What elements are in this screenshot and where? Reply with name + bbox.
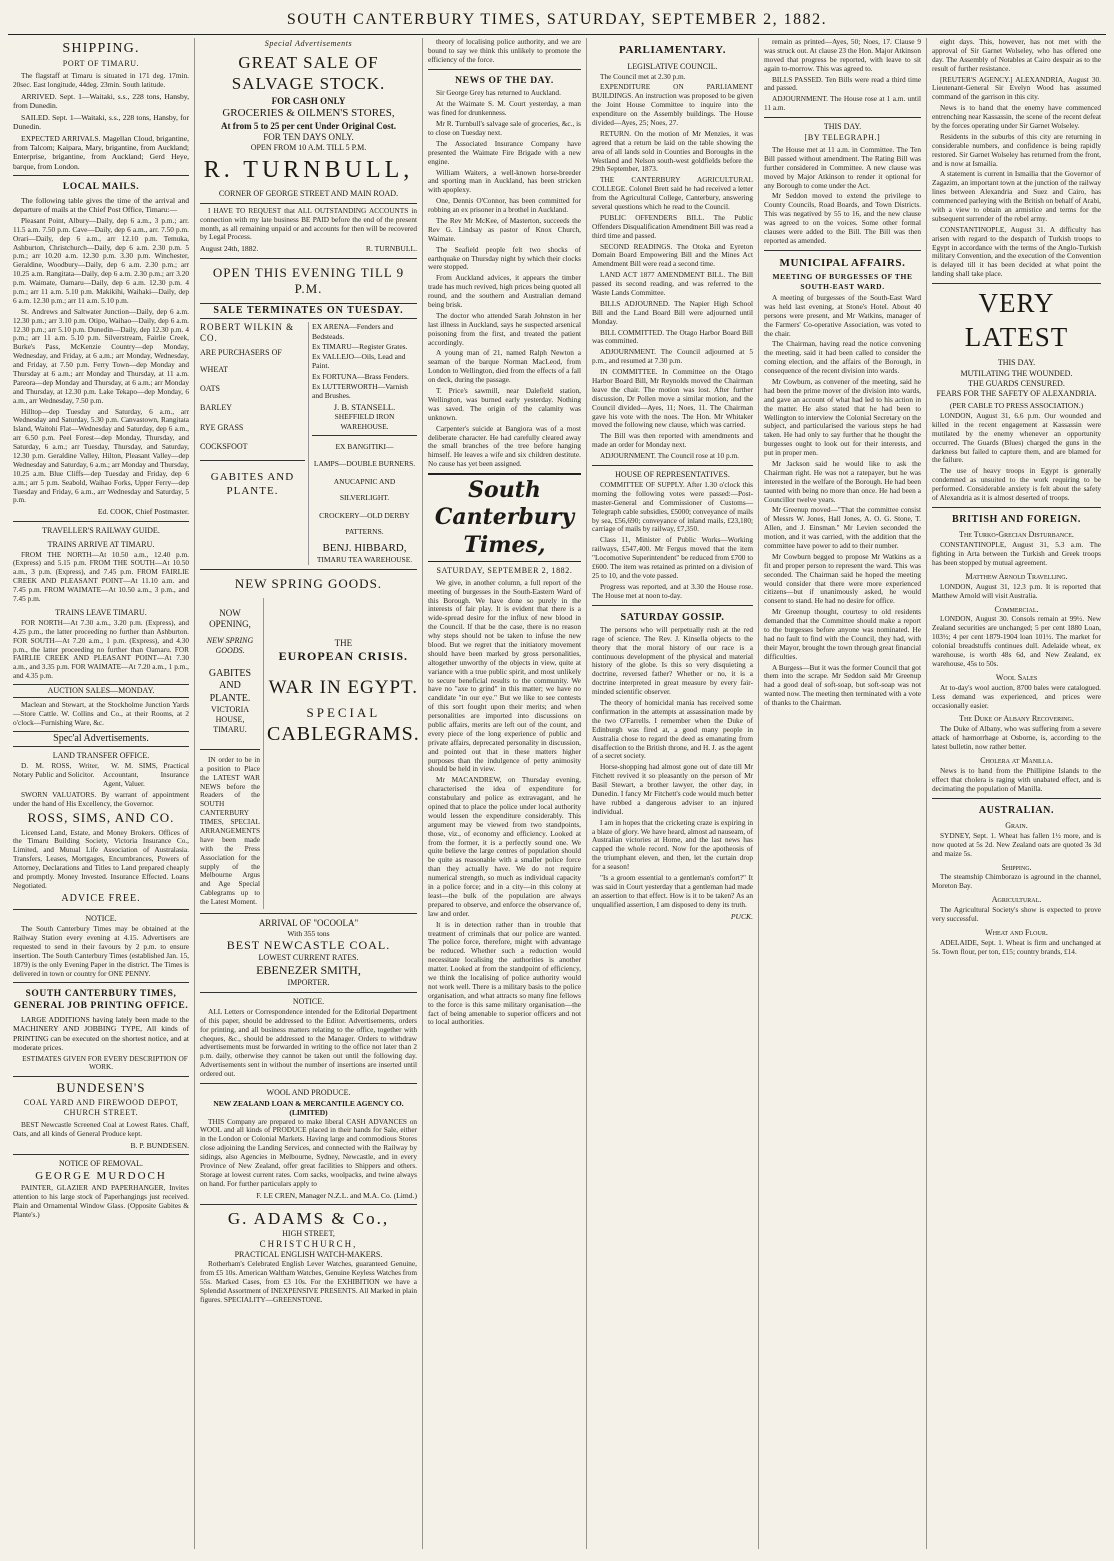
stansell-name: J. B. STANSELL. [333,401,396,412]
adams-street: HIGH STREET, [282,1229,335,1239]
ocoola-sub: With 355 tons [287,929,330,939]
ten-days: FOR TEN DAYS ONLY. [263,132,354,142]
new-spring-goods: NEW SPRING GOODS. [234,575,383,591]
hibbard-item: CROCKERY—OLD DERBY PATTERNS. [319,510,410,537]
turnbull-date: August 24th, 1882. [200,244,259,254]
stansell-item: Ex TIMARU—Register Grates. [312,341,408,351]
shipping-line: SAILED. Sept. 1—Waitaki, s.s., 228 tons, Hansby, for Dunedin. [13,112,189,132]
wilkin-item: COCKSFOOT [200,442,248,452]
victoria-house: VICTORIA HOUSE, [210,705,250,725]
turnbull-name: R. TURNBULL, [203,157,414,184]
page-header [8,6,1106,35]
notice-heading: NOTICE. [85,914,117,924]
gabites-name: GABITES AND PLANTE. [210,471,295,498]
war-in-egypt: WAR IN EGYPT. [268,676,419,698]
shipping-line: EXPECTED ARRIVALS. Magellan Cloud, brigantine, from Talcom; Kaipara, Mary, brigantine, from Auckland; Enterprise, brigantine, from Auckland; Gerd Heye, barque, from London. [13,133,189,171]
port-heading: PORT OF TIMARU. [62,59,140,69]
this-day-heading: THIS DAY. [823,122,862,132]
european-crisis: EUROPEAN CRISIS. [278,648,409,663]
paper-date: SATURDAY, SEPTEMBER 2, 1882. [436,565,573,575]
local-mails-heading: LOCAL MAILS. [62,182,140,193]
newspaper-page [8,6,1106,1549]
stansell-item: Ex LUTTERWORTH—Varnish and Brushes. [312,382,408,401]
special-label: SPECIAL [306,705,381,721]
stansell-item: Ex VALLEJO—Oils, Lead and Paint. [312,352,406,371]
column-5: remain as printed—Ayes, 50; Noes, 17. Clause 9 was struck out. At clause 23 the Hon. Major Atkinson moved that progress be reported, with leave to sit again to-morrow. This was agreed to. BILLS PASSED. Ten Bills were read a third time and passed. ADJOURNMENT. The House rose at 1 a.m. until 11 a.m. THIS DAY. [BY TELEGRAPH.] The House met at 11 a.m. in Committee. The Ten Bill passed without amendment. The Rating Bill was further considered in Committee. A new clause was moved by Major Atkinson to render it optional for any Borough to come under the Act. Mr Seddon moved to extend the privilege to County Councils, Road Boards, and Town Districts. This was negatived by 55 to 16, and the new clause was agreed to on the voices. Some other formal clauses were added to the Bill. The Bill was then reported as amended. MUNICIPAL AFFAIRS. MEETING OF BURGESSES OF THE SOUTH-EAST WARD. A meeting of burgesses of the South-East Ward was held last evening, at Stone's Hotel. About 40 persons were present, and Mr Watkins, manager of the Farmers' Co-operative Association, was voted to the chair. The Chairman, having read the notice convening the meeting, said it had been called to consider the coming election, and the affairs of the Borough, in consequence of the recent division into wards. Mr Cowburn, as convener of the meeting, said he had been the prime mover of the division into wards, and gave an account of what had led to his action in the matter. He also stated that he had been to Wellington to interview the Colonial Secretary on the subject, and particularised the various steps he had taken. He had only to say further that he thought the burgesses ought to look out for their interests, and put in proper men. Mr Jackson said he would like to ask the Chairman right. He was not a ratepayer, but he was interested in the welfare of the Borough. He had been taunted with being no more than once. He had been a Councillor twelve years. Mr Greenup moved—"That the committee consist of Messrs W. Jones, Hall Jones, A. O. G. Stone, T. Allen, and J. Einsman." Mr Levien seconded the motion, and it was carried, with the addition that the committee have power to add to their number. Mr Cowburn begged to propose Mr Watkins as a fit and proper person to represent the ward. This was seconded. The Chairman said he hoped the meeting would consider that there were more experienced citizens—but if unanimously asked, he would consent to stand. He had no desire for office. Mr Greenup thought, courtesy to old residents demanded that the Committee should make a report to the burgesses before anyone was nominated. He had no fault to find with the Council, they had, with their Mayor, brought the town through great financial difficulties. A Burgess—But it was the former Council that got them into the scrape. Mr Seddon said Mr Greenup had a good deal of soft-soap, but soft-soap was not wanted now. The meeting then terminated with a vote of thanks to the Chairman. [758,38,926,1549]
wool-sub: NEW ZEALAND LOAN & MERCANTILE AGENCY CO. (LIMITED) [213,1098,404,1118]
trains-arrive-heading: TRAINS ARRIVE AT TIMARU. [47,539,155,549]
land-transfer-heading: LAND TRANSFER OFFICE. [52,751,150,761]
bundesen-sub: COAL YARD AND FIREWOOD DEPOT, CHURCH STREET. [23,1098,179,1118]
discount-line: At from 5 to 25 per cent Under Original Cost. [221,120,396,131]
turnbull-address: CORNER OF GEORGE STREET AND MAIN ROAD. [218,188,399,198]
hibbard-item: ANUCAPNIC AND SILVERLIGHT. [333,476,396,503]
adams-name: G. ADAMS & Co., [227,1209,390,1229]
wilkin-item: RYE GRASS [200,422,244,432]
cable-attribution: (PER CABLE TO PRESS ASSOCIATION.) [949,400,1084,410]
murdoch-name: GEORGE MURDOCH [35,1170,167,1183]
ross-sims-heading: ROSS, SIMS, AND CO. [27,810,175,826]
cash-only: FOR CASH ONLY [271,96,346,107]
wool-sign: F. LE CREN, Manager N.Z.L. and M.A. Co. (Limd.) [256,1190,417,1200]
saturday-gossip-heading: SATURDAY GOSSIP. [620,611,725,623]
agricultural-heading: Agricultural. [991,895,1042,905]
column-3: theory of localising police authority, and we are bound to say we think this unlikely to promote the efficiency of the force. NEWS OF THE DAY. Sir George Grey has returned to Auckland. At the Waimate S. M. Court yesterday, a man was fined for drunkenness. Mr R. Turnbull's salvage sale of groceries, &c., is to close on Tuesday next. The Associated Insurance Company have presented the Waimate Fire Brigade with a new engine. William Waiters, a well-known horse-breeder and sporting man in Auckland, has been stricken with apoplexy. One, Dennis O'Connor, has been committed for robbing an ex prisoner in a brothel in Auckland. The Rev Mr McKee, of Masterton, succeeds the Rev G. Lindsay as pastor of Knox Church, Waimate. The Seafield people felt two shocks of earthquake on Thursday night by which their clocks were stopped. From Auckland advices, it appears the timber trade has much revived, high prices being quoted all round, and the southern and Australian demand being brisk. The doctor who attended Sarah Johnston in her last illness in Auckland, says he suspected arsenical poisoning from the first, and treated the patient accordingly. A young man of 21, named Ralph Newton a seaman of the barque Norman MacLeod, from London to Wellington, died from the effects of a fall on deck, during the passage. T. Price's sawmill, near Dalefield station, Wellington, was burned early yesterday. Nothing was saved. The origin of the calamity was unknown. Carpenter's suicide at Bangiora was of a most deliberate character. He had carefully cleared away the small branches of the tree before hanging himself. He leaves a wife and six children destitute. No cause has yet been assigned. South Canterbury Times, SATURDAY, SEPTEMBER 2, 1882. We give, in another column, a full report of the meeting of burgesses in the South-Eastern Ward of this Borough. We have done so purely in the interests of fair play. It is evident that there is a wide-spread desire for the influx of new blood in the Council. If that be the case, there is no reason why steps should not be taken to infuse the new blood. But we regret that the initiatory movement should have been marked by gross personalities, altogether unworthy of the objects in view, quite at variance with a true public spirit, and most unlikely to secure beneficial results to the community. We have no "axe to grind" in this matter; we have no candidate "in our eye." But we like to see contests of this sort fought upon their merits; and when personalities are imported into discussions on public affairs, merits are left out of the count, and every piece of the long experience of public and private affairs, deprecated personality in discussion, and pointed out that in these matters higher purposes than the indulgence of petty animosity should be held in view. Mr MACANDREW, on Thursday evening, characterised the idea of expenditure for constabulary and police as extravagant, and he opined that to place the police under local authority would lessen the expenditure considerably. This argument may be viewed from two standpoints, those, viz., of economy and efficiency. Looked at from the former, it is a perfectly sound one. We quite believe the large centres of population should be quite as reasonable with a smaller police force than they actually have. We do not require numerical strength, so much as individual capacity in a police force; and in a city—in this colony at least—the bulk of the population are always prepared to observe, and enforce the observance of, law and order. It is in detection rather than in trouble that treatment of criminals that our police are wanted. The police force, therefore, might with advantage be reduced. Whether such a reduction would necessitate localising the authorities is another matter. Looked at from the standpoint of efficiency, we think the localising of police authority would not work well. There is a military basis to the police organisation, and what attracts so many fine fellows to the force is this same military organisation—the fact of being amenable to superior officers and not to local authorities. [422,38,586,1549]
parliamentary-heading: PARLIAMENTARY. [618,44,727,56]
spring-arrivals: NEW SPRING GOODS. [206,636,254,656]
municipal-sub: MEETING OF BURGESSES OF THE SOUTH-EAST WARD. [772,272,913,291]
hibbard-shop: TIMARU TEA WAREHOUSE. [316,555,413,565]
newcastle-coal: BEST NEWCASTLE COAL. [226,938,391,953]
wilkin-item: BARLEY [200,403,232,413]
ocoola-title: ARRIVAL OF "OCOOLA" [258,917,359,928]
hibbard-item: LAMPS—DOUBLE BURNERS. [313,459,416,469]
turnbull-sign: R. TURNBULL. [365,244,417,254]
local-mails-intro: The following table gives the time of the arrival and departure of mails at the Chief Post Office, Timaru:— [13,196,189,215]
salvage-title: GREAT SALE OF SALVAGE STOCK. [231,52,386,93]
auction-heading: AUCTION SALES—MONDAY. [13,684,189,698]
shipping-heading: SHIPPING. [62,41,140,56]
printing-heading: SOUTH CANTERBURY TIMES, GENERAL JOB PRINTING OFFICE. [13,989,189,1012]
now-opening: NOW OPENING, [209,607,251,629]
news-of-day-heading: NEWS OF THE DAY. [455,75,554,86]
wilkin-sub: ARE PURCHASERS OF [200,347,282,357]
sale-terminates: SALE TERMINATES ON TUESDAY. [200,303,417,319]
removal-heading: NOTICE OF REMOVAL. [58,1159,144,1169]
notice-col2: NOTICE. [292,997,325,1006]
albany-heading: The Duke of Albany Recovering. [959,714,1074,724]
coal-rates: LOWEST CURRENT RATES. [258,953,359,963]
commercial-heading: Commercial. [994,604,1039,614]
mutilating: MUTILATING THE WOUNDED. [960,369,1073,378]
legislative-council: LEGISLATIVE COUNCIL. [627,61,718,71]
special-ads-label: Special Advertisements [264,39,353,48]
newspaper-title: SOUTH CANTERBURY TIMES, SATURDAY, SEPTEMBER 2, 1882. [286,11,828,29]
fears-alexandria: FEARS FOR THE SAFETY OF ALEXANDRIA. [936,388,1097,398]
column-1: SHIPPING. PORT OF TIMARU. The flagstaff at Timaru is situated in 171 deg. 17min. 20sec. East longitude, 44deg. 23min. South latitude. ARRIVED. Sept. 1—Waitaki, s.s., 228 tons, Hansby, from Dunedin. SAILED. Sept. 1—Waitaki, s.s., 228 tons, Hansby, for Dunedin. EXPECTED ARRIVALS. Magellan Cloud, brigantine, from Talcom; Kaipara, Mary, brigantine, from Auckland; Enterprise, brigantine, from Auckland; Gerd Heye, barque, from London. LOCAL MAILS. The following table gives the time of the arrival and departure of mails at the Chief Post Office, Timaru:— Pleasant Point, Albury—Daily, dep 6 a.m., 3 p.m.; arr. 11.5 a.m. 7.50 p.m. Cave—Daily, dep 6 a.m., arr. 7.50 p.m. Orari—Daily, dep 6 a.m., arr 12.10 p.m. Temuka, Ashburton, Christchurch—Daily, dep 6 a.m. 2.30 p.m. 5 p.m.; arr 10.20 a.m. 12.30 p.m. 3.30 p.m. Winchester, Geraldine, Woodbury—Daily, dep 6 a.m. 2.30 p.m.; arr 10.25 a.m. Rangitata—Daily, dep 6 a.m. 2.30 p.m.; arr 3.20 p.m. Waimate, Oamaru—Daily, dep 6 a.m. 12.30 p.m. 4 p.m.; arr 11 a.m. 5.10 p.m. Makikihi, Waihaki—Daily, dep 6 a.m. 12.30 p.m.; arr 11 a.m. 5.10 p.m. St. Andrews and Saltwater Junction—Daily, dep 6 a.m. 12.30 p.m.; arr 3.10 p.m. Otipo, Waihao—Daily, dep 6 a.m. 12.30 p.m.; arr 5.10 p.m. Dunedin—Daily, dep 12.30 p.m. 4 p.m.; arr 11 a.m. 5.10 p.m. Silverstream, Fairlie Creek, Burke's Pass, McKenzie Country—dep Monday, Wednesday, and Friday, at 6 a.m.; arr Monday, Wednesday, and Friday, at 7.50 p.m. Ferry Town—dep Monday and Thursday at 6 a.m.; arr Monday and Thursday, at 11 a.m. Pareora—dep Monday and Thursday, at 6 a.m.; arr Monday and Thursday, at 12.30 p.m. Lake Tekapo—dep Monday, 6 a.m., arr Wednesday, 7.50 p.m. Hilltop—dep Tuesday and Saturday, 6 a.m., arr Wednesday and Saturday, 5.30 p.m. Canvastown, Rangitata Island, Waitohi Flat—Wednesday and Saturday, dep 6 a.m., arr 6.50 p.m. Peel Forest—dep Monday, Thursday, and Saturday, 6 a.m.; arr Tuesday, Thursday, and Saturday, 12.30 p.m. Geraldine Valley, Hilton, Pleasant Valley—dep Wednesday and Saturday, 6 a.m.; arr Monday and Thursday, 10.25 a.m. Blue Cliffs—dep Tuesday and Friday, dep 6 a.m.; arr 5 p.m. Seabold, Waihao Forks, Upper Ferry—dep Tuesday and Friday, 6 a.m., arr Wednesday and Saturday, 5 p.m. Ed. COOK, Chief Postmaster. TRAVELLER'S RAILWAY GUIDE. TRAINS ARRIVE AT TIMARU. FROM THE NORTH—At 10.50 a.m., 12.40 p.m. (Express) and 5.15 p.m. FROM THE SOUTH—At 10.50 a.m., 3 p.m. (Express), and 7.45 p.m. FROM FAIRLIE CREEK AND PLEASANT POINT—At 11.10 a.m. and 7.45 p.m. FROM WAIMATE—At 10.50 a.m., 3 p.m., and 7.45 p.m. TRAINS LEAVE TIMARU. FOR NORTH—At 7.30 a.m., 3.20 p.m. (Express), and 4.25 p.m., the latter proceeding no further than Ashburton. FOR SOUTH—At 7.20 a.m., 1 p.m. (Express), and 4.30 p.m., the latter proceeding no further than Oamaru. FOR FAIRLIE CREEK AND PLEASANT POINT—At 7.30 a.m., and 3.35 p.m. FOR WAIMATE—At 7.20 a.m., 1 p.m., and 4.35 p.m. AUCTION SALES—MONDAY. Maclean and Stewart, at the Stockholme Junction Yards—Store Cattle. W. Collins and Co., at their Rooms, at 2 o'clock—Furnishing Ware, &c. Spec'al Advertisements. LAND TRANSFER OFFICE. D. M. ROSS, Writer, Notary Public and Solicitor. W. M. SIMS, Practical Accountant, Insurance Agent, Valuer. SWORN VALUATORS. By warrant of appointment under the hand of His Excellency, the Governor. ROSS, SIMS, AND CO. Licensed Land, Estate, and Money Brokers. Offices of the Timaru Building Society, Victoria Insurance Co., Limited, and Mutual Life Association of Australasia. Transfers, Leases, Mortgages, Encumbrances, Powers of Attorney, Declarations and Titles to Land prepared cheaply and promptly. Money Invested. Insurance Effected. Loans Negotiated. ADVICE FREE. NOTICE. The South Canterbury Times may be obtained at the Railway Station every evening at 4.15. Advertisers are requested to send in their favours by 2 p.m. to ensure insertion. The South Canterbury Times (established Jan. 15, 1879) is the only Evening Paper in the district. The Times is delivered in town or country for ONE PENNY. SOUTH CANTERBURY TIMES, GENERAL JOB PRINTING OFFICE. LARGE ADDITIONS having lately been made to the MACHINERY AND JOBBING TYPE, All kinds of PRINTING can be executed on the shortest notice, and at moderate prices. ESTIMATES GIVEN FOR EVERY DESCRIPTION OF WORK. BUNDESEN'S COAL YARD AND FIREWOOD DEPOT, CHURCH STREET. BEST Newcastle Screened Coal at Lowest Rates. Chaff, Oats, and all kinds of General Produce kept. B. P. BUNDESEN. NOTICE OF REMOVAL. GEORGE MURDOCH PAINTER, GLAZIER AND PAPERHANGER, Invites attention to his large stock of Paperhangings just received. Plain and Ornamental Window Glass. (Opposite Gabites & Plante's.) [13,41,189,1219]
wilkin-item: WHEAT [200,364,228,374]
trains-leave-heading: TRAINS LEAVE TIMARU. [55,607,147,617]
importer: IMPORTER. [287,978,330,988]
shipping-line: ARRIVED. Sept. 1—Waitaki, s.s., 228 tons, Hansby, from Dunedin. [13,92,189,111]
puck-signoff: PUCK. [730,911,753,921]
guards-censured: THE GUARDS CENSURED. [968,378,1065,388]
australian-heading: AUSTRALIAN. [978,804,1055,816]
bundesen-heading: BUNDESEN'S [56,1080,146,1096]
column-6: eight days. This, however, has not met with the approval of Sir Garnet Wolseley, who has offered one day. The Assembly of Notables at Cairo despair as to the result of further resistance. [REUTER'S AGENCY.] ALEXANDRIA, August 30. Lieutenant-General Sir Evelyn Wood has assumed command of the garrison in this city. News is to hand that the enemy have commenced entrenching near Kassassin, the scene of the recent defeat by the forces operating under Sir Garnet Wolseley. Residents in the suburbs of this city are returning in considerable numbers, and confidence is being rapidly restored. Sir Garnet Wolseley has returned from the front, and is now at Ismailia. A statement is current in Ismailia that the Governor of Zagazim, an important town at the junction of the railway lines between Alexandria and Suez and Cairo, has commenced parleying with the British on behalf of Arabi, with a view to obtain an armistice and terms for the subsequent surrender of the rebel army. CONSTANTINOPLE, August 31. A difficulty has arisen with regard to the despatch of Turkish troops to Egypt in accordance with the terms of the Anglo-Turkish military Convention, and the execution of the Convention is delayed till it has been decided at what point the landing shall take place. VERY LATEST THIS DAY. MUTILATING THE WOUNDED. THE GUARDS CENSURED. FEARS FOR THE SAFETY OF ALEXANDRIA. (PER CABLE TO PRESS ASSOCIATION.) LONDON, August 31, 6.6 p.m. Our wounded and killed in the recent engagement at Kassassin were mutilated by the enemy whenever an opportunity occurred. The Guards (Blues) charged the guns in the darkness but failed to capture them, and are blamed for the failure. The use of heavy troops in Egypt is generally condemned as unsuited to the work requiring to be performed. Considerable anxiety is felt about the safety of Alexandria as it is almost deserted of troops. BRITISH AND FOREIGN. The Turko-Grecian Disturbance. CONSTANTINOPLE, August 31, 5.3 a.m. The fighting in Arta between the Turkish and Greek troops has been stopped by mutual agreement. Matthew Arnold Travelling. LONDON, August 31, 12.3 p.m. It is reported that Matthew Arnold will visit Australia. Commercial. LONDON, August 30. Consols remain at 99½. New Zealand securities are unchanged; 5 per cent 1880 Loan, 103½; 4 per cent 1879-1904 loan 101½. The market for colonial breadstuffs continues dull. Adelaide wheat, ex warehouse, is worth 48s 6d, and New Zealand, ex warehouse, 45s to 50s. Wool Sales At to-day's wool auction, 8700 bales were catalogued. Less demand was experienced, and prices were occasionally easier. The Duke of Albany Recovering. The Duke of Albany, who was suffering from a severe attack of hæmorrhage at Osborne, is, according to the latest bulletin, now rather better. Cholera at Manilla. News is to hand from the Phillipine Islands to the effect that cholera is raging with unabated effect, and is decimating the population of Manilla. AUSTRALIAN. Grain. SYDNEY, Sept. 1. Wheat has fallen 1½ more, and is now quoted at 5s 2d. New Zealand oats are quoted 3s 3d and maize 5s. Shipping. The steamship Chimborazo is aground in the channel, Moreton Bay. Agricultural. The Agricultural Society's show is expected to prove very successful. Wheat and Flour. ADELAIDE, Sept. 1. Wheat is firm and unchanged at 5s. Town flour, per ton, £15; country brands, £14. [926,38,1106,1549]
chief-postmaster: Ed. COOK, Chief Postmaster. [97,507,189,517]
stansell-item: Ex FORTUNA—Brass Fenders. [312,371,409,381]
house-of-reps: HOUSE OF REPRESENTATIVES. [615,470,730,480]
bundesen-sign: B. P. BUNDESEN. [130,1141,189,1151]
special-ads-heading: Spec'al Advertisements. [13,731,189,747]
open-hours: OPEN FROM 10 A.M. TILL 5 P.M. [250,143,367,153]
wilkin-item: OATS [200,383,221,393]
gabites-name-2: GABITES AND PLANTE. [208,667,252,704]
column-2: Special Advertisements GREAT SALE OF SALVAGE STOCK. FOR CASH ONLY GROCERIES & OILMEN'S STORES, At from 5 to 25 per cent Under Original Cost. FOR TEN DAYS ONLY. OPEN FROM 10 A.M. TILL 5 P.M. R. TURNBULL, CORNER OF GEORGE STREET AND MAIN ROAD. I HAVE TO REQUEST that ALL OUTSTANDING ACCOUNTS in connection with my late business BE PAID before the end of the present month, as all remaining unpaid or and accounts for then will be recovered by Legal Process. August 24th, 1882. R. TURNBULL. OPEN THIS EVENING TILL 9 P.M. SALE TERMINATES ON TUESDAY. ROBERT WILKIN & CO. ARE PURCHASERS OF WHEAT OATS BARLEY RYE GRASS COCKSFOOT GABITES AND PLANTE. EX ARENA—Fenders and Bedsteads. Ex TIMARU—Register Grates. Ex VALLEJO—Oils, Lead and Paint. Ex FORTUNA—Brass Fenders. Ex LUTTERWORTH—Varnish and Brushes. J. B. STANSELL. SHEFFIELD IRON WAREHOUSE. EX BANGITIKI— LAMPS—DOUBLE BURNERS. ANUCAPNIC AND SILVERLIGHT. CROCKERY—OLD DERBY PATTERNS. BENJ. HIBBARD, TIMARU TEA WAREHOUSE. NEW SPRING GOODS. NOW OPENING, NEW SPRING GOODS. GABITES AND PLANTE. VICTORIA HOUSE, TIMARU. IN order to be in a position to Place the LATEST WAR NEWS before the Readers of the SOUTH CANTERBURY TIMES, SPECIAL ARRANGEMENTS have been made with the Press Association for the supply of the Melbourne Argus and Age Special Cablegrams up to the Latest Moment. THE EUROPEAN CRISIS. WAR IN EGYPT. SPECIAL CABLEGRAMS. ARRIVAL OF "OCOOLA" With 355 tons BEST NEWCASTLE COAL. LOWEST CURRENT RATES. EBENEZER SMITH, IMPORTER. NOTICE. ALL Letters or Correspondence intended for the Editorial Department of this paper, should be addressed to the Editor. Advertisements, orders for printing, and all business matters relating to the office, together with cheques, &c., should be addressed to the Manager. Orders to withdraw advertisements must be forwarded in writing to the office not later than 2 p.m. daily, otherwise they cannot be taken out until the following day. Advertisements sent in without the number of insertions are inserted until ordered out. WOOL AND PRODUCE. NEW ZEALAND LOAN & MERCANTILE AGENCY CO. (LIMITED) THIS Company are prepared to make liberal CASH ADVANCES on WOOL and all kinds of PRODUCE placed in their hands for Sale, either in the London or Colonial Markets. Having large and commodious Stores close adjoining the Landing Services, and connected with the Railway by sidings, also Agencies in Melbourne, Sydney, Newcastle, and in every Province of New Zealand, offer great facilities to Shippers and others. Storage at lowest current rates. Corn sacks, woolpacks, and twine always on hand. For further particulars apply to F. LE CREN, Manager N.Z.L. and M.A. Co. (Limd.) G. ADAMS & Co., HIGH STREET, CHRISTCHURCH, PRACTICAL ENGLISH WATCH-MAKERS. Rotherham's Celebrated English Lever Watches, guaranteed Genuine, from £5 10s. American Waltham Watches, Genuine Keyless Watches from 55s. Marked Cases, from £3 10s. For the EXHIBITION we have a Splendid Assortment of INEXPENSIVE PRESENTS. All Marked in plain figures. SPECIALITY—GREENSTONE. [194,38,422,1549]
advice-free: ADVICE FREE. [61,892,141,904]
british-foreign-heading: BRITISH AND FOREIGN. [952,513,1081,525]
turko-grecian: The Turko-Grecian Disturbance. [959,530,1074,540]
stansell-item: EX ARENA—Fenders and Bedsteads. [312,322,394,341]
paper-masthead: South Canterbury Times, [428,473,581,562]
very-latest: VERY LATEST [964,288,1069,352]
printing-text: LARGE ADDITIONS having lately been made to the MACHINERY AND JOBBING TYPE, All kinds of PRINTING can be executed on the shortest notice, and at moderate prices. [13,1014,189,1053]
municipal-heading: MUNICIPAL AFFAIRS. [779,256,906,269]
timaru-town: TIMARU. [213,724,247,734]
wilkin-name: ROBERT WILKIN & CO. [200,322,295,344]
crisis-the: THE [334,637,353,648]
cholera-heading: Cholera at Manilla. [980,755,1053,765]
groceries-line: GROCERIES & OILMEN'S STORES, [222,107,395,120]
adams-town: CHRISTCHURCH, [259,1239,358,1250]
open-evening: OPEN THIS EVENING TILL 9 P.M. [212,264,405,296]
arnold-heading: Matthew Arnold Travelling. [965,571,1068,581]
grain-heading: Grain. [1005,820,1028,830]
column-4: PARLIAMENTARY. LEGISLATIVE COUNCIL. The Council met at 2.30 p.m. EXPENDITURE ON PARLIAMENT BUILDINGS. An instruction was proposed to be given the Joint House Committee to inquire into the expenditure on the Assembly buildings. The House divided—Ayes, 25; Noes, 27. RETURN. On the motion of Mr Menzies, it was agreed that a return be laid on the table showing the area of all lands sold in Counties and Boroughs in the Westland and Nelson south-west goldfields before the 29th September, 1873. THE CANTERBURY AGRICULTURAL COLLEGE. Colonel Brett said he had received a letter from the Agricultural College, Canterbury, answering several questions which he read to the Council. PUBLIC OFFENDERS BILL. The Public Offenders Disqualification Amendment Bill was read a third time and passed. SECOND READINGS. The Otoka and Eyreton Domain Board Empowering Bill and the Mines Act Amendment Bill were read a second time. LAND ACT 1877 AMENDMENT BILL. The Bill passed its second reading, and was referred to the Waste Lands Committee. BILLS ADJOURNED. The Napier High School Bill and the Land Board Bill were adjourned until Monday. BILL COMMITTED. The Otago Harbor Board Bill was committed. ADJOURNMENT. The Council adjourned at 5 p.m., and resumed at 7.30 p.m. IN COMMITTEE. In Committee on the Otago Harbor Board Bill, Mr Reynolds moved the Chairman leave the chair. The motion was lost. After further discussion, Dr Pollen move a similar motion, and the Council divided—Ayes, 11; Noes, 11. The Chairman gave his vote with the noes. The Hon. Mr Whitaker moved the following new clause, which was carried. The Bill was then reported with amendments and made an order for Monday next. ADJOURNMENT. The Council rose at 10 p.m. HOUSE OF REPRESENTATIVES. COMMITTEE OF SUPPLY. After 1.30 o'clock this morning the following votes were passed:—Post-master-General and Commissioner of Customs—Telegraph cable subsidies, £5000; conveyance of mails by sea, £56,690; conveyance of inland mails, £23,180; carriage of mails by railway, £7,350. Class 11, Minister of Public Works—Working railways, £547,400. Mr Fergus moved that the item "Locomotive Superintendent" be reduced from £700 to £600. The item was retained as printed on a division of 25 to 10, and the vote passed. Progress was reported, and at 3.30 the House rose. The House met at noon to-day. SATURDAY GOSSIP. The persons who will perpetually rush at the red rage of science. The Rev. J. Kinsella objects to the theory that the moral history of our race is a continuous development of the physical and material history of the globe. Is this so very disquieting a doctrine, reversed father? Whether or no, it is a doctrine interpreted in great measure by every fair-minded scientific observer. The theory of homicidal mania has received some confirmation in the attempts at assassination made by the two O'Farrells. I remember when the Duke of Edinburgh was fired at, a good many people in Australia chose to regard the deed as emanating from disaffection to the British throne, and H. J. as the agent of a secret society. Horse-shopping had almost gone out of date till Mr Fitchett revived it so pleasantly on the person of Mr Basil Stewart, a brother lawyer, the other day, in Dunedin. I fancy Mr Fitchett's code would much better have rubbed a dangerous adviser to an injured individual. I am in hopes that the cricketing craze is expiring in a blaze of glory. We have heard, almost ad nauseam, of Australian victories at Home, and the last news has capped the whole record. Now for the apotheosis of the triumphant eleven, and then, let the curtain drop for a season! "Is a groom essential to a gentleman's comfort?" It was said in Court yesterday that a gentleman had made an assertion to that effect. How is it to be taken? As an unqualified assertion, I am disposed to deny its truth. PUCK. [586,38,758,1549]
wool-sales-heading: Wool Sales [995,672,1038,682]
railway-heading: TRAVELLER'S RAILWAY GUIDE. [42,525,160,535]
by-telegraph: [BY TELEGRAPH.] [804,133,881,143]
adams-trade: PRACTICAL ENGLISH WATCH-MAKERS. [234,1250,383,1260]
shipping-au-heading: Shipping. [1001,862,1032,872]
very-latest-this-day: THIS DAY. [997,358,1036,368]
hibbard-item: EX BANGITIKI— [335,441,394,451]
hibbard-name: BENJ. HIBBARD, [322,541,407,554]
ebenezer-smith: EBENEZER SMITH, [256,963,361,978]
wool-heading: WOOL AND PRODUCE. [266,1088,351,1098]
stansell-shop: SHEFFIELD IRON WAREHOUSE. [334,412,395,431]
wheat-flour-heading: Wheat and Flour. [985,927,1048,937]
cablegrams-label: CABLEGRAMS. [267,722,420,745]
